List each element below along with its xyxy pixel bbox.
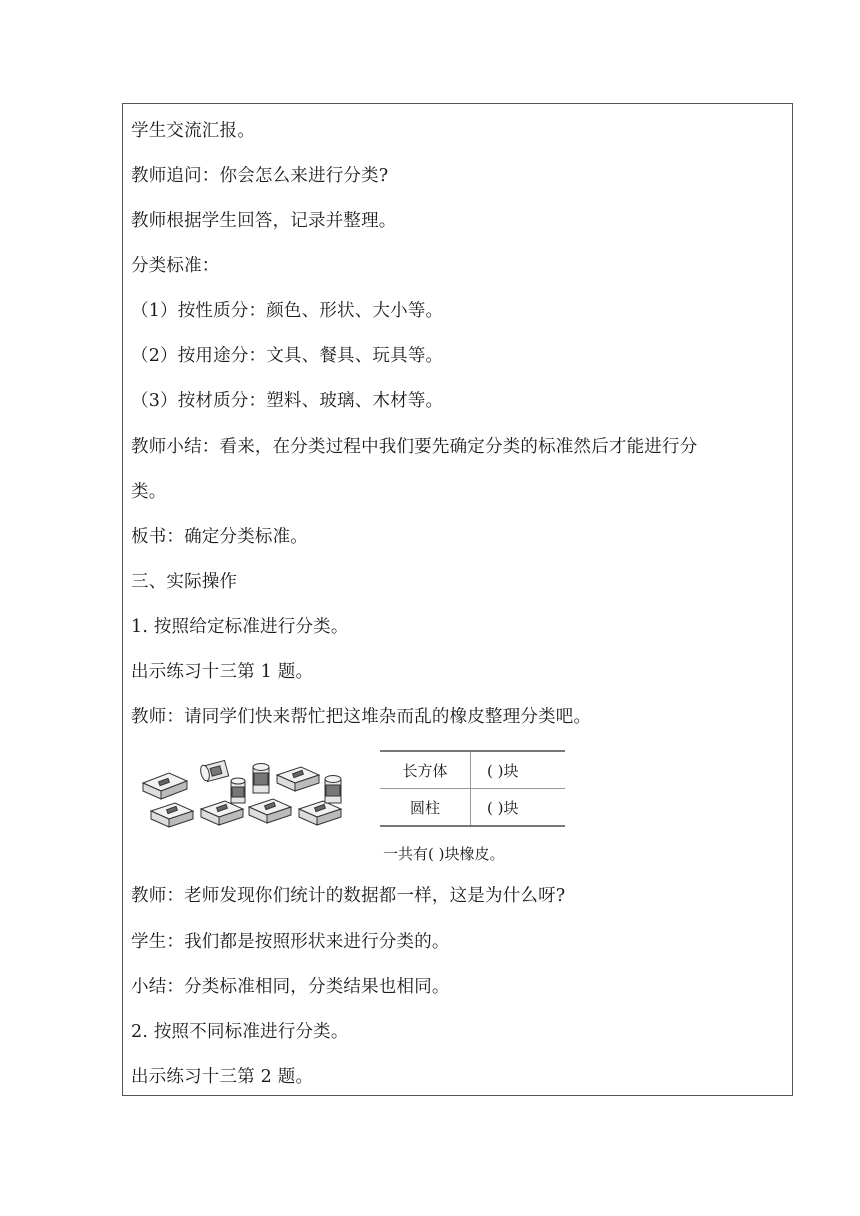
cuboid-eraser	[201, 801, 243, 825]
cylinder-eraser	[253, 764, 269, 794]
cuboid-eraser	[249, 799, 291, 823]
text-line: （3）按材质分：塑料、玻璃、木材等。	[131, 391, 444, 411]
answer-blank: ( )块	[471, 751, 566, 789]
count-table	[380, 750, 565, 827]
text-line: 板书：确定分类标准。	[131, 527, 308, 547]
section-heading: 三、实际操作	[131, 572, 238, 592]
text-line: 学生交流汇报。	[131, 121, 255, 141]
cylinder-eraser	[325, 776, 341, 804]
text-line: 学生：我们都是按照形状来进行分类的。	[131, 932, 450, 952]
cuboid-eraser	[277, 767, 319, 791]
cuboid-eraser	[143, 773, 187, 799]
cuboid-eraser	[151, 803, 193, 827]
shape-label: 圆柱	[380, 789, 471, 827]
text-line: 教师：请同学们快来帮忙把这堆杂而乱的橡皮整理分类吧。	[131, 707, 592, 727]
total-question: 一共有( )块橡皮。	[383, 845, 505, 863]
text-line: 教师：老师发现你们统计的数据都一样，这是为什么呀?	[131, 886, 566, 906]
erasers-illustration	[139, 753, 353, 835]
text-line: 出示练习十三第 2 题。	[131, 1067, 314, 1087]
text-line: 小结：分类标准相同，分类结果也相同。	[131, 977, 450, 997]
cylinder-eraser	[199, 760, 229, 781]
answer-blank: ( )块	[471, 789, 566, 827]
text-line: 分类标准：	[131, 256, 220, 276]
text-line: （2）按用途分：文具、餐具、玩具等。	[131, 346, 444, 366]
text-line: 出示练习十三第 1 题。	[131, 662, 314, 682]
shape-label: 长方体	[380, 751, 471, 789]
text-line: 2. 按照不同标准进行分类。	[131, 1022, 349, 1042]
cuboid-eraser	[299, 801, 341, 825]
text-line: （1）按性质分：颜色、形状、大小等。	[131, 301, 444, 321]
text-line: 类。	[131, 482, 167, 502]
text-line: 教师小结：看来，在分类过程中我们要先确定分类的标准然后才能进行分	[131, 437, 698, 457]
exercise-figure	[131, 745, 581, 865]
text-line: 教师追问：你会怎么来进行分类?	[131, 166, 389, 186]
table-row	[380, 789, 565, 827]
text-line: 1. 按照给定标准进行分类。	[131, 617, 349, 637]
table-row	[380, 751, 565, 789]
text-line: 教师根据学生回答，记录并整理。	[131, 211, 397, 231]
cylinder-eraser	[231, 778, 245, 803]
